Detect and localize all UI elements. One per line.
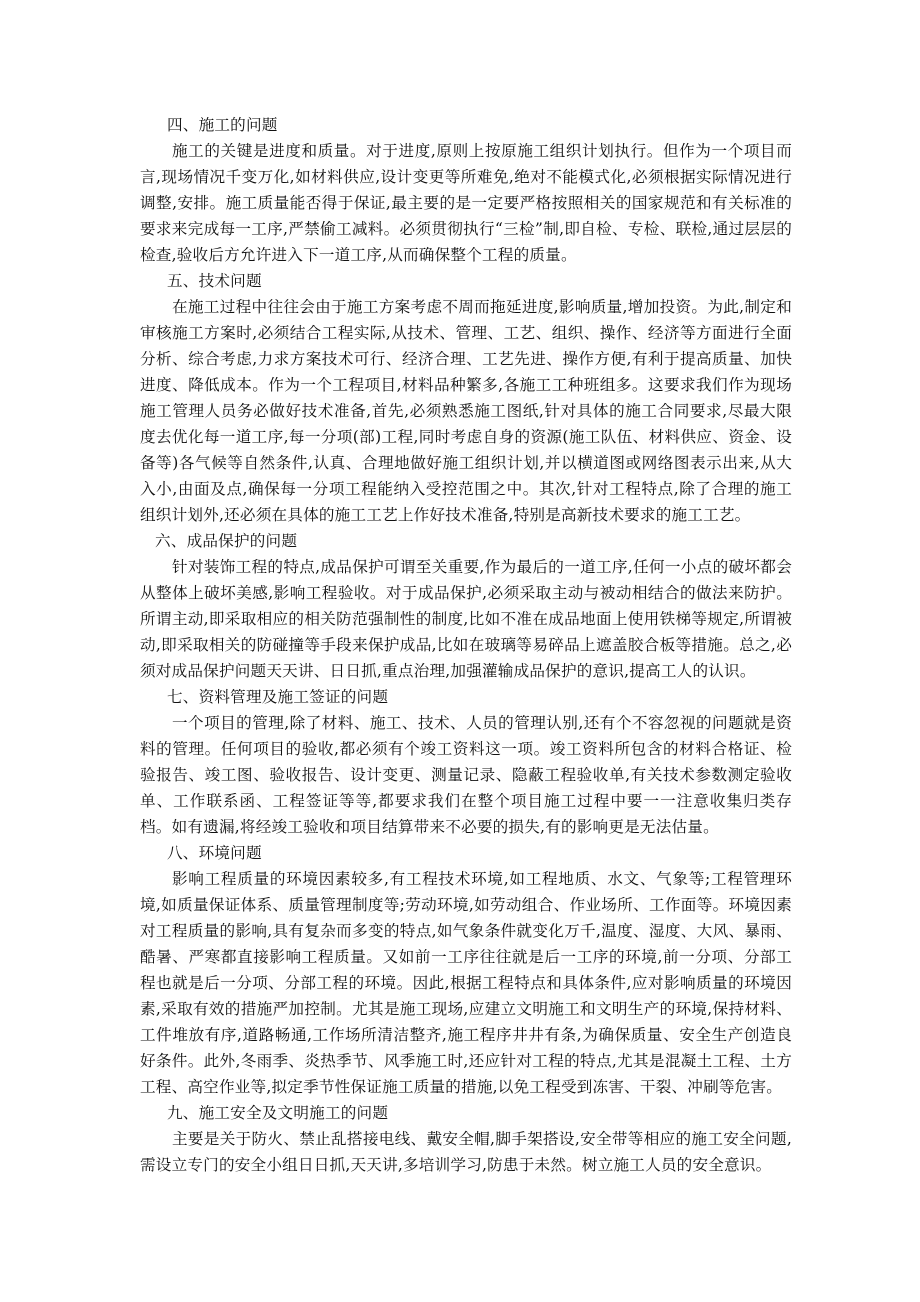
- document-body: [140, 112, 792, 1178]
- section-paragraph: 主要是关于防火、禁止乱搭接电线、戴安全帽,脚手架搭设,安全带等相应的施工安全问题,需设立专门的安全小组日日抓,天天讲,多培训学习,防患于未然。树立施工人员的安全意识。: [140, 1130, 792, 1174]
- section-heading: 八、环境问题: [167, 844, 262, 862]
- section-5: [140, 268, 792, 528]
- section-heading: 九、施工安全及文明施工的问题: [167, 1104, 389, 1122]
- section-6: [140, 528, 792, 684]
- section-heading: 五、技术问题: [167, 272, 262, 290]
- section-heading: 四、施工的问题: [167, 116, 278, 134]
- section-9: [140, 1100, 792, 1178]
- section-heading: 六、成品保护的问题: [155, 532, 298, 550]
- section-paragraph: 针对装饰工程的特点,成品保护可谓至关重要,作为最后的一道工序,任何一小点的破坏都会从整体上破坏美感,影响工程验收。对于成品保护,必须采取主动与被动相结合的做法来防护。所谓主动,即采取相应的相关防范强制性的制度,比如不准在成品地面上使用铁梯等规定,所谓被动,即采取相关的防碰撞等手段来保护成品,比如在玻璃等易碎品上遮盖胶合板等措施。总之,必须对成品保护问题天天讲、日日抓,重点治理,加强灌输成品保护的意识,提高工人的认识。: [140, 558, 792, 680]
- section-paragraph: 施工的关键是进度和质量。对于进度,原则上按原施工组织计划执行。但作为一个项目而言,现场情况千变万化,如材料供应,设计变更等所难免,绝对不能模式化,必须根据实际情况进行调整,安排。施工质量能否得于保证,最主要的是一定要严格按照相关的国家规范和有关标准的要求来完成每一工序,严禁偷工减料。必须贯彻执行“三检”制,即自检、专检、联检,通过层层的检查,验收后方允许进入下一道工序,从而确保整个工程的质量。: [140, 142, 792, 264]
- section-heading: 七、资料管理及施工签证的问题: [167, 688, 389, 706]
- section-8: [140, 840, 792, 1100]
- section-paragraph: 影响工程质量的环境因素较多,有工程技术环境,如工程地质、水文、气象等;工程管理环境,如质量保证体系、质量管理制度等;劳动环境,如劳动组合、作业场所、工作面等。环境因素对工程质量的影响,具有复杂而多变的特点,如气象条件就变化万千,温度、湿度、大风、暴雨、酷暑、严寒都直接影响工程质量。又如前一工序往往就是后一工序的环境,前一分项、分部工程也就是后一分项、分部工程的环境。因此,根据工程特点和具体条件,应对影响质量的环境因素,采取有效的措施严加控制。尤其是施工现场,应建立文明施工和文明生产的环境,保持材料、工件堆放有序,道路畅通,工作场所清洁整齐,施工程序井井有条,为确保质量、安全生产创造良好条件。此外,冬雨季、炎热季节、风季施工时,还应针对工程的特点,尤其是混凝土工程、土方工程、高空作业等,拟定季节性保证施工质量的措施,以免工程受到冻害、干裂、冲刷等危害。: [140, 870, 792, 1096]
- section-7: [140, 684, 792, 840]
- section-paragraph: 一个项目的管理,除了材料、施工、技术、人员的管理认别,还有个不容忽视的问题就是资料的管理。任何项目的验收,都必须有个竣工资料这一项。竣工资料所包含的材料合格证、检验报告、竣工图、验收报告、设计变更、测量记录、隐蔽工程验收单,有关技术参数测定验收单、工作联系函、工程签证等等,都要求我们在整个项目施工过程中要一一注意收集归类存档。如有遗漏,将经竣工验收和项目结算带来不必要的损失,有的影响更是无法估量。: [140, 714, 792, 836]
- section-paragraph: 在施工过程中往往会由于施工方案考虑不周而拖延进度,影响质量,增加投资。为此,制定和审核施工方案时,必须结合工程实际,从技术、管理、工艺、组织、操作、经济等方面进行全面分析、综合考虑,力求方案技术可行、经济合理、工艺先进、操作方便,有利于提高质量、加快进度、降低成本。作为一个工程项目,材料品种繁多,各施工工种班组多。这要求我们作为现场施工管理人员务必做好技术准备,首先,必须熟悉施工图纸,针对具体的施工合同要求,尽最大限度去优化每一道工序,每一分项(部)工程,同时考虑自身的资源(施工队伍、材料供应、资金、设备等)各气候等自然条件,认真、合理地做好施工组织计划,并以横道图或网络图表示出来,从大入小,由面及点,确保每一分项工程能纳入受控范围之中。其次,针对工程特点,除了合理的施工组织计划外,还必须在具体的施工工艺上作好技术准备,特别是高新技术要求的施工工艺。: [140, 298, 792, 524]
- section-4: [140, 112, 792, 268]
